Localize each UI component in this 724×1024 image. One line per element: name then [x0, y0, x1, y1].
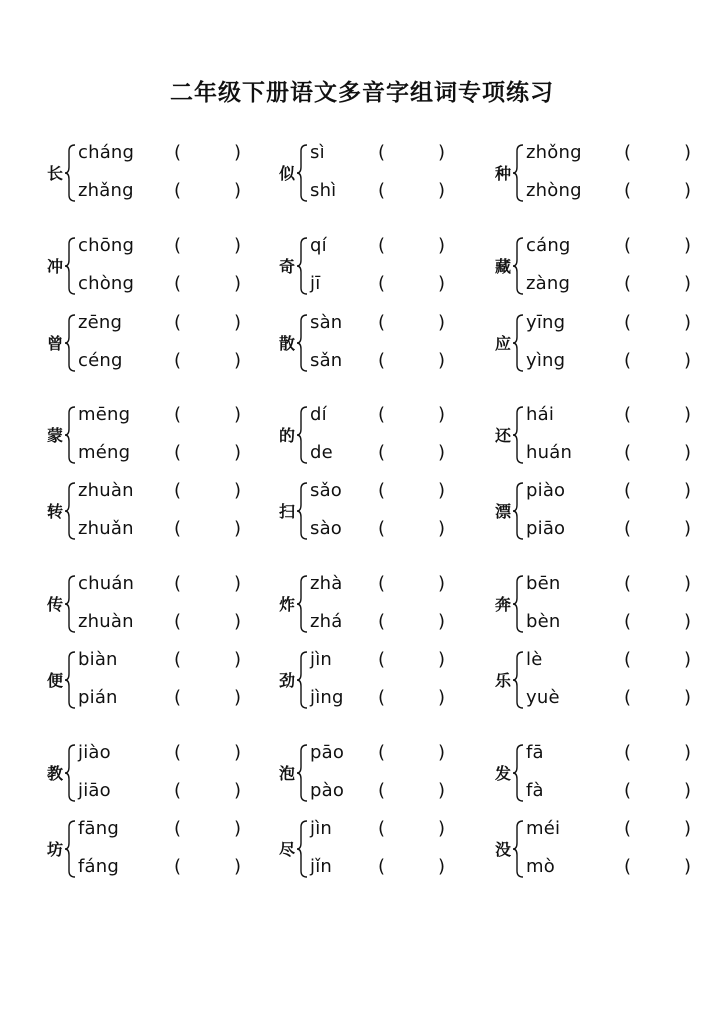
answer-blank-close[interactable]: ) — [438, 856, 446, 877]
polyphone-character: 便 — [46, 671, 63, 690]
pinyin-reading: jìn — [310, 649, 333, 670]
answer-blank-open[interactable]: ( — [378, 273, 386, 294]
answer-blank-open[interactable]: ( — [624, 273, 632, 294]
curly-brace-icon — [512, 744, 524, 802]
answer-blank-close[interactable]: ) — [438, 480, 446, 501]
polyphone-entry — [276, 480, 516, 542]
answer-blank-open[interactable]: ( — [174, 404, 182, 425]
answer-blank-close[interactable]: ) — [438, 573, 446, 594]
polyphone-character: 转 — [46, 502, 63, 521]
polyphone-entry — [276, 235, 516, 297]
answer-blank-open[interactable]: ( — [174, 742, 182, 763]
answer-blank-close[interactable]: ) — [234, 649, 242, 670]
exercise-row — [0, 742, 724, 804]
answer-blank-open[interactable]: ( — [624, 404, 632, 425]
answer-blank-open[interactable]: ( — [378, 480, 386, 501]
polyphone-entry — [44, 235, 284, 297]
answer-blank-close[interactable]: ) — [234, 687, 242, 708]
answer-blank-close[interactable]: ) — [438, 142, 446, 163]
answer-blank-close[interactable]: ) — [684, 480, 692, 501]
answer-blank-close[interactable]: ) — [234, 518, 242, 539]
answer-blank-open[interactable]: ( — [378, 780, 386, 801]
curly-brace-icon — [64, 820, 76, 878]
polyphone-character: 没 — [494, 840, 511, 859]
curly-brace-icon — [296, 651, 308, 709]
answer-blank-close[interactable]: ) — [684, 350, 692, 371]
polyphone-entry — [276, 573, 516, 635]
pinyin-reading: pāo — [310, 742, 345, 763]
answer-blank-close[interactable]: ) — [438, 350, 446, 371]
answer-blank-close[interactable]: ) — [438, 312, 446, 333]
answer-blank-open[interactable]: ( — [378, 573, 386, 594]
curly-brace-icon — [296, 575, 308, 633]
answer-blank-open[interactable]: ( — [624, 235, 632, 256]
answer-blank-open[interactable]: ( — [378, 611, 386, 632]
curly-brace-icon — [296, 237, 308, 295]
curly-brace-icon — [64, 314, 76, 372]
answer-blank-open[interactable]: ( — [624, 312, 632, 333]
polyphone-entry — [492, 649, 724, 711]
polyphone-character: 乐 — [494, 671, 511, 690]
answer-blank-close[interactable]: ) — [234, 856, 242, 877]
polyphone-character: 蒙 — [46, 426, 63, 445]
answer-blank-close[interactable]: ) — [438, 780, 446, 801]
pinyin-reading: bèn — [526, 611, 561, 632]
polyphone-character: 应 — [494, 334, 511, 353]
polyphone-entry — [44, 312, 284, 374]
exercise-row — [0, 818, 724, 880]
polyphone-entry — [492, 312, 724, 374]
pinyin-reading: fáng — [78, 856, 120, 877]
polyphone-character: 散 — [278, 334, 295, 353]
pinyin-reading: fāng — [78, 818, 120, 839]
polyphone-character: 长 — [46, 164, 63, 183]
exercise-row — [0, 573, 724, 635]
curly-brace-icon — [64, 482, 76, 540]
exercise-row — [0, 649, 724, 711]
answer-blank-open[interactable]: ( — [174, 442, 182, 463]
pinyin-reading: chōng — [78, 235, 135, 256]
pinyin-reading: pào — [310, 780, 345, 801]
polyphone-entry — [44, 818, 284, 880]
answer-blank-close[interactable]: ) — [684, 404, 692, 425]
curly-brace-icon — [296, 406, 308, 464]
curly-brace-icon — [512, 237, 524, 295]
pinyin-reading: jī — [310, 273, 321, 294]
answer-blank-open[interactable]: ( — [378, 742, 386, 763]
answer-blank-open[interactable]: ( — [378, 818, 386, 839]
pinyin-reading: mēng — [78, 404, 131, 425]
polyphone-character: 泡 — [278, 764, 295, 783]
curly-brace-icon — [512, 406, 524, 464]
polyphone-entry — [276, 312, 516, 374]
pinyin-reading: dí — [310, 404, 327, 425]
polyphone-entry — [492, 142, 724, 204]
polyphone-entry — [44, 742, 284, 804]
answer-blank-open[interactable]: ( — [378, 235, 386, 256]
answer-blank-close[interactable]: ) — [684, 742, 692, 763]
answer-blank-open[interactable]: ( — [174, 649, 182, 670]
pinyin-reading: méng — [78, 442, 131, 463]
curly-brace-icon — [64, 237, 76, 295]
pinyin-reading: bēn — [526, 573, 561, 594]
answer-blank-close[interactable]: ) — [234, 780, 242, 801]
answer-blank-open[interactable]: ( — [174, 312, 182, 333]
answer-blank-close[interactable]: ) — [438, 742, 446, 763]
pinyin-reading: jǐn — [310, 856, 333, 877]
pinyin-reading: cáng — [526, 235, 571, 256]
answer-blank-close[interactable]: ) — [234, 273, 242, 294]
answer-blank-open[interactable]: ( — [174, 611, 182, 632]
polyphone-entry — [492, 742, 724, 804]
answer-blank-open[interactable]: ( — [624, 350, 632, 371]
answer-blank-open[interactable]: ( — [174, 142, 182, 163]
answer-blank-open[interactable]: ( — [174, 235, 182, 256]
answer-blank-close[interactable]: ) — [234, 742, 242, 763]
answer-blank-close[interactable]: ) — [684, 856, 692, 877]
answer-blank-open[interactable]: ( — [378, 312, 386, 333]
answer-blank-open[interactable]: ( — [378, 649, 386, 670]
page-title: 二年级下册语文多音字组词专项练习 — [170, 80, 554, 106]
curly-brace-icon — [296, 820, 308, 878]
pinyin-reading: yuè — [526, 687, 560, 708]
polyphone-character: 传 — [46, 595, 63, 614]
pinyin-reading: biàn — [78, 649, 118, 670]
pinyin-reading: jìn — [310, 818, 333, 839]
polyphone-entry — [276, 818, 516, 880]
polyphone-character: 还 — [494, 426, 511, 445]
curly-brace-icon — [64, 744, 76, 802]
polyphone-character: 炸 — [278, 595, 295, 614]
answer-blank-open[interactable]: ( — [624, 649, 632, 670]
polyphone-character: 藏 — [494, 257, 511, 276]
polyphone-entry — [276, 742, 516, 804]
pinyin-reading: zhòng — [526, 180, 582, 201]
exercise-row — [0, 142, 724, 204]
answer-blank-close[interactable]: ) — [438, 687, 446, 708]
answer-blank-close[interactable]: ) — [438, 818, 446, 839]
polyphone-entry — [44, 649, 284, 711]
polyphone-entry — [276, 142, 516, 204]
curly-brace-icon — [296, 744, 308, 802]
pinyin-reading: de — [310, 442, 333, 463]
answer-blank-open[interactable]: ( — [378, 442, 386, 463]
pinyin-reading: hái — [526, 404, 555, 425]
exercise-row — [0, 480, 724, 542]
pinyin-reading: céng — [78, 350, 123, 371]
pinyin-reading: zhà — [310, 573, 343, 594]
answer-blank-close[interactable]: ) — [684, 611, 692, 632]
answer-blank-close[interactable]: ) — [684, 273, 692, 294]
answer-blank-open[interactable]: ( — [624, 780, 632, 801]
answer-blank-open[interactable]: ( — [624, 480, 632, 501]
pinyin-reading: sì — [310, 142, 325, 163]
answer-blank-open[interactable]: ( — [378, 350, 386, 371]
polyphone-character: 奔 — [494, 595, 511, 614]
pinyin-reading: zhuǎn — [78, 518, 134, 539]
answer-blank-open[interactable]: ( — [624, 687, 632, 708]
answer-blank-close[interactable]: ) — [438, 404, 446, 425]
polyphone-character: 奇 — [278, 257, 295, 276]
polyphone-entry — [492, 480, 724, 542]
polyphone-entry — [276, 404, 516, 466]
pinyin-reading: zhuàn — [78, 480, 134, 501]
exercise-row — [0, 235, 724, 297]
answer-blank-open[interactable]: ( — [624, 180, 632, 201]
pinyin-reading: zēng — [78, 312, 123, 333]
curly-brace-icon — [64, 651, 76, 709]
answer-blank-open[interactable]: ( — [378, 404, 386, 425]
curly-brace-icon — [296, 482, 308, 540]
answer-blank-close[interactable]: ) — [234, 312, 242, 333]
answer-blank-close[interactable]: ) — [684, 649, 692, 670]
exercise-row — [0, 404, 724, 466]
answer-blank-open[interactable]: ( — [174, 687, 182, 708]
answer-blank-close[interactable]: ) — [234, 480, 242, 501]
answer-blank-close[interactable]: ) — [234, 818, 242, 839]
answer-blank-close[interactable]: ) — [684, 518, 692, 539]
pinyin-reading: cháng — [78, 142, 135, 163]
answer-blank-open[interactable]: ( — [378, 518, 386, 539]
curly-brace-icon — [296, 144, 308, 202]
pinyin-reading: piāo — [526, 518, 566, 539]
pinyin-reading: pián — [78, 687, 118, 708]
polyphone-entry — [492, 404, 724, 466]
polyphone-character: 似 — [278, 164, 295, 183]
curly-brace-icon — [64, 144, 76, 202]
answer-blank-close[interactable]: ) — [234, 350, 242, 371]
answer-blank-open[interactable]: ( — [624, 142, 632, 163]
pinyin-reading: fā — [526, 742, 544, 763]
pinyin-reading: méi — [526, 818, 561, 839]
polyphone-character: 坊 — [46, 840, 63, 859]
pinyin-reading: sàn — [310, 312, 343, 333]
curly-brace-icon — [512, 482, 524, 540]
pinyin-reading: yìng — [526, 350, 566, 371]
polyphone-character: 扫 — [278, 502, 295, 521]
pinyin-reading: huán — [526, 442, 573, 463]
answer-blank-close[interactable]: ) — [684, 780, 692, 801]
polyphone-character: 曾 — [46, 334, 63, 353]
polyphone-entry — [44, 142, 284, 204]
answer-blank-open[interactable]: ( — [624, 518, 632, 539]
polyphone-character: 发 — [494, 764, 511, 783]
polyphone-character: 的 — [278, 426, 295, 445]
answer-blank-close[interactable]: ) — [234, 404, 242, 425]
answer-blank-open[interactable]: ( — [378, 142, 386, 163]
pinyin-reading: sǎn — [310, 350, 343, 371]
pinyin-reading: sào — [310, 518, 343, 539]
answer-blank-open[interactable]: ( — [174, 573, 182, 594]
pinyin-reading: mò — [526, 856, 555, 877]
pinyin-reading: zhá — [310, 611, 343, 632]
polyphone-entry — [492, 573, 724, 635]
pinyin-reading: piào — [526, 480, 566, 501]
answer-blank-open[interactable]: ( — [174, 180, 182, 201]
answer-blank-open[interactable]: ( — [174, 780, 182, 801]
polyphone-entry — [44, 404, 284, 466]
answer-blank-close[interactable]: ) — [684, 235, 692, 256]
answer-blank-open[interactable]: ( — [624, 611, 632, 632]
pinyin-reading: lè — [526, 649, 543, 670]
pinyin-reading: zhǒng — [526, 142, 582, 163]
answer-blank-open[interactable]: ( — [378, 687, 386, 708]
curly-brace-icon — [512, 651, 524, 709]
pinyin-reading: chòng — [78, 273, 135, 294]
answer-blank-open[interactable]: ( — [624, 742, 632, 763]
answer-blank-close[interactable]: ) — [438, 235, 446, 256]
curly-brace-icon — [64, 575, 76, 633]
polyphone-entry — [44, 573, 284, 635]
polyphone-entry — [44, 480, 284, 542]
answer-blank-close[interactable]: ) — [234, 442, 242, 463]
answer-blank-close[interactable]: ) — [234, 573, 242, 594]
polyphone-character: 尽 — [278, 840, 295, 859]
curly-brace-icon — [512, 144, 524, 202]
answer-blank-open[interactable]: ( — [174, 856, 182, 877]
polyphone-entry — [492, 818, 724, 880]
answer-blank-close[interactable]: ) — [438, 611, 446, 632]
answer-blank-close[interactable]: ) — [438, 518, 446, 539]
answer-blank-open[interactable]: ( — [624, 818, 632, 839]
pinyin-reading: shì — [310, 180, 337, 201]
answer-blank-open[interactable]: ( — [624, 856, 632, 877]
answer-blank-close[interactable]: ) — [684, 442, 692, 463]
answer-blank-open[interactable]: ( — [174, 518, 182, 539]
polyphone-entry — [276, 649, 516, 711]
answer-blank-close[interactable]: ) — [438, 442, 446, 463]
answer-blank-open[interactable]: ( — [378, 180, 386, 201]
polyphone-entry — [492, 235, 724, 297]
pinyin-reading: fà — [526, 780, 544, 801]
answer-blank-close[interactable]: ) — [234, 611, 242, 632]
polyphone-character: 种 — [494, 164, 511, 183]
answer-blank-close[interactable]: ) — [234, 142, 242, 163]
answer-blank-open[interactable]: ( — [624, 573, 632, 594]
curly-brace-icon — [64, 406, 76, 464]
answer-blank-open[interactable]: ( — [174, 350, 182, 371]
answer-blank-close[interactable]: ) — [438, 180, 446, 201]
pinyin-reading: sǎo — [310, 480, 343, 501]
pinyin-reading: jìng — [310, 687, 344, 708]
pinyin-reading: jiāo — [78, 780, 111, 801]
pinyin-reading: yīng — [526, 312, 566, 333]
answer-blank-close[interactable]: ) — [234, 180, 242, 201]
polyphone-character: 劲 — [278, 671, 295, 690]
answer-blank-close[interactable]: ) — [234, 235, 242, 256]
pinyin-reading: zhuàn — [78, 611, 134, 632]
answer-blank-close[interactable]: ) — [684, 312, 692, 333]
answer-blank-close[interactable]: ) — [684, 687, 692, 708]
pinyin-reading: qí — [310, 235, 327, 256]
curly-brace-icon — [296, 314, 308, 372]
pinyin-reading: jiào — [78, 742, 111, 763]
answer-blank-close[interactable]: ) — [684, 142, 692, 163]
curly-brace-icon — [512, 820, 524, 878]
answer-blank-close[interactable]: ) — [684, 573, 692, 594]
answer-blank-open[interactable]: ( — [174, 273, 182, 294]
answer-blank-close[interactable]: ) — [438, 649, 446, 670]
answer-blank-open[interactable]: ( — [174, 818, 182, 839]
answer-blank-close[interactable]: ) — [684, 180, 692, 201]
answer-blank-close[interactable]: ) — [684, 818, 692, 839]
polyphone-character: 教 — [46, 764, 63, 783]
answer-blank-open[interactable]: ( — [174, 480, 182, 501]
answer-blank-open[interactable]: ( — [378, 856, 386, 877]
curly-brace-icon — [512, 575, 524, 633]
answer-blank-open[interactable]: ( — [624, 442, 632, 463]
pinyin-reading: zàng — [526, 273, 571, 294]
answer-blank-close[interactable]: ) — [438, 273, 446, 294]
pinyin-reading: zhǎng — [78, 180, 134, 201]
curly-brace-icon — [512, 314, 524, 372]
polyphone-character: 冲 — [46, 257, 63, 276]
pinyin-reading: chuán — [78, 573, 135, 594]
exercise-row — [0, 312, 724, 374]
polyphone-character: 漂 — [494, 502, 511, 521]
